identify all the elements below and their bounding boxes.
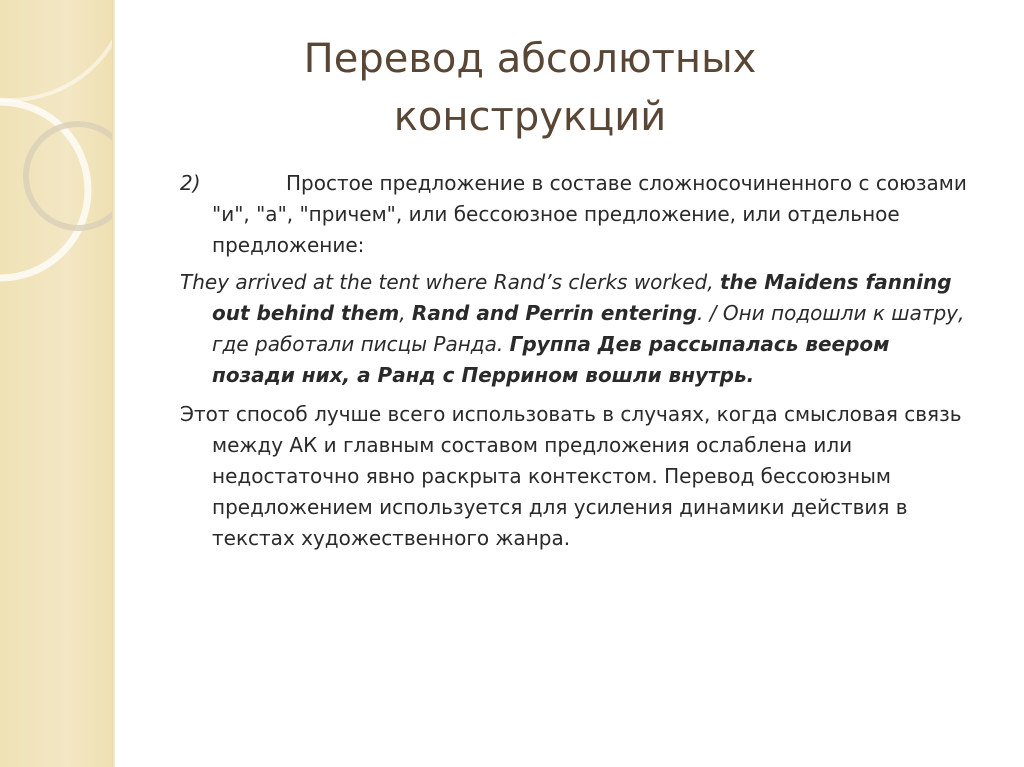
example-ru-intro: Они подошли к шатру, где работали писцы Ранда.: [212, 301, 965, 356]
note-paragraph: [180, 399, 970, 554]
slide-body: [180, 168, 970, 554]
example-ru-bold: Группа Дев рассыпалась веером позади них, а Ранд с Перрином вошли внутрь.: [212, 332, 890, 387]
slide-title: [200, 30, 860, 146]
side-strip-edge: [112, 0, 115, 767]
example-paragraph: [180, 267, 970, 391]
example-en-end: . /: [697, 301, 717, 325]
example-en-bold-2: Rand and Perrin entering: [411, 301, 698, 325]
example-en-bold-1: the Maidens fanning out behind them: [212, 270, 952, 325]
title-line-2: конструкций: [393, 94, 667, 140]
note-text: Этот способ лучше всего использовать в случаях, когда смысловая связь между АК и главным составом предложения ослаблена или недостаточно явно раскрыта контекстом. Перевод бессоюзным предложением используется для усиления динамики действия в текстах художественного жанра.: [180, 402, 962, 550]
title-line-1: Перевод абсолютных: [303, 36, 757, 82]
item-2-paragraph: [180, 168, 970, 261]
item-number: 2): [180, 171, 201, 195]
decorative-side-strip: [0, 0, 112, 767]
example-en-intro: They arrived at the tent where Rand’s clerks worked,: [180, 270, 720, 294]
decorative-rings: [0, 0, 112, 767]
item-2-text: Простое предложение в составе сложносочиненного с союзами "и", "а", "причем", или бессоюзное предложение, или отдельное предложение:: [212, 171, 967, 257]
example-en-sep: ,: [399, 301, 412, 325]
